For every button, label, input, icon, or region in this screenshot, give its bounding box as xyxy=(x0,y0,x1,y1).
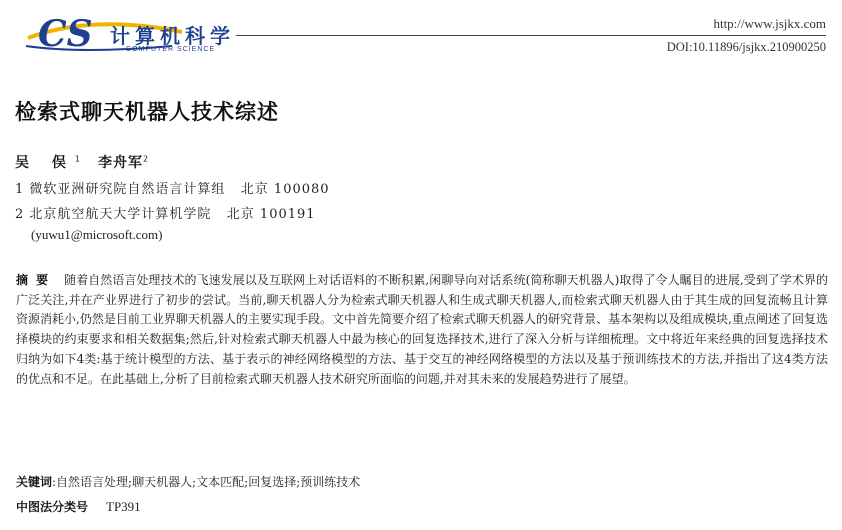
author-affil-mark: 1 xyxy=(74,154,89,164)
abstract xyxy=(16,271,828,389)
author-2 xyxy=(98,152,149,172)
abstract-label: 摘要 xyxy=(16,273,57,287)
doi-text[interactable]: DOI:10.11896/jsjkx.210900250 xyxy=(666,40,826,54)
author-name: 李舟军 xyxy=(98,155,143,171)
classification-code: TP391 xyxy=(106,499,141,514)
keywords-label: 关键词 xyxy=(16,475,53,489)
paper-title: 检索式聊天机器人技术综述 xyxy=(15,100,279,124)
keywords xyxy=(16,473,360,490)
logo-subtitle: COMPUTER SCIENCE xyxy=(126,46,216,53)
affiliation-2: 2 北京航空航天大学计算机学院 北京 100191 xyxy=(15,207,316,222)
author-name: 吴 俣 xyxy=(15,155,75,171)
author-1 xyxy=(15,152,89,172)
header-divider xyxy=(236,35,826,36)
classification-number xyxy=(16,498,141,515)
journal-url[interactable]: http://www.jsjkx.com xyxy=(713,16,826,31)
author-email[interactable]: (yuwu1@microsoft.com) xyxy=(31,227,163,242)
keywords-text: :自然语言处理;聊天机器人;文本匹配;回复选择;预训练技术 xyxy=(52,475,361,489)
affiliation-1: 1 微软亚洲研究院自然语言计算组 北京 100080 xyxy=(15,182,330,197)
logo-text: 计算机科学 xyxy=(110,24,235,48)
classification-label: 中图法分类号 xyxy=(16,500,89,514)
logo-letters: CS xyxy=(38,13,93,55)
abstract-text: 随着自然语言处理技术的飞速发展以及互联网上对话语料的不断积累,闲聊导向对话系统(简称聊天机器人)取得了令人瞩目的进展,受到了学术界的广泛关注,并在产业界进行了初步的尝试。当前,聊天机器人分为检索式聊天机器人和生成式聊天机器人,而检索式聊天机器人由于其生成的回复流畅且计算资源消耗小,仍然是目前工业界聊天机器人的主要实现手段。文中首先简要介绍了检索式聊天机器人的研究背景、基本架构以及组成模块,重点阐述了回复选择模块的约束要求和相关数据集;然后,针对检索式聊天机器人中最为核心的回复选择技术,进行了深入分析与详细梳理。文中将近年来经典的回复选择技术归纳为如下4类:基于统计模型的方法、基于表示的神经网络模型的方法、基于交互的神经网络模型的方法以及基于预训练技术的方法,并指出了这4类方法的优点和不足。在此基础上,分析了目前检索式聊天机器人技术研究所面临的问题,并对其未来的发展趋势进行了展望。 xyxy=(16,273,828,386)
author-affil-mark: 2 xyxy=(143,154,150,164)
